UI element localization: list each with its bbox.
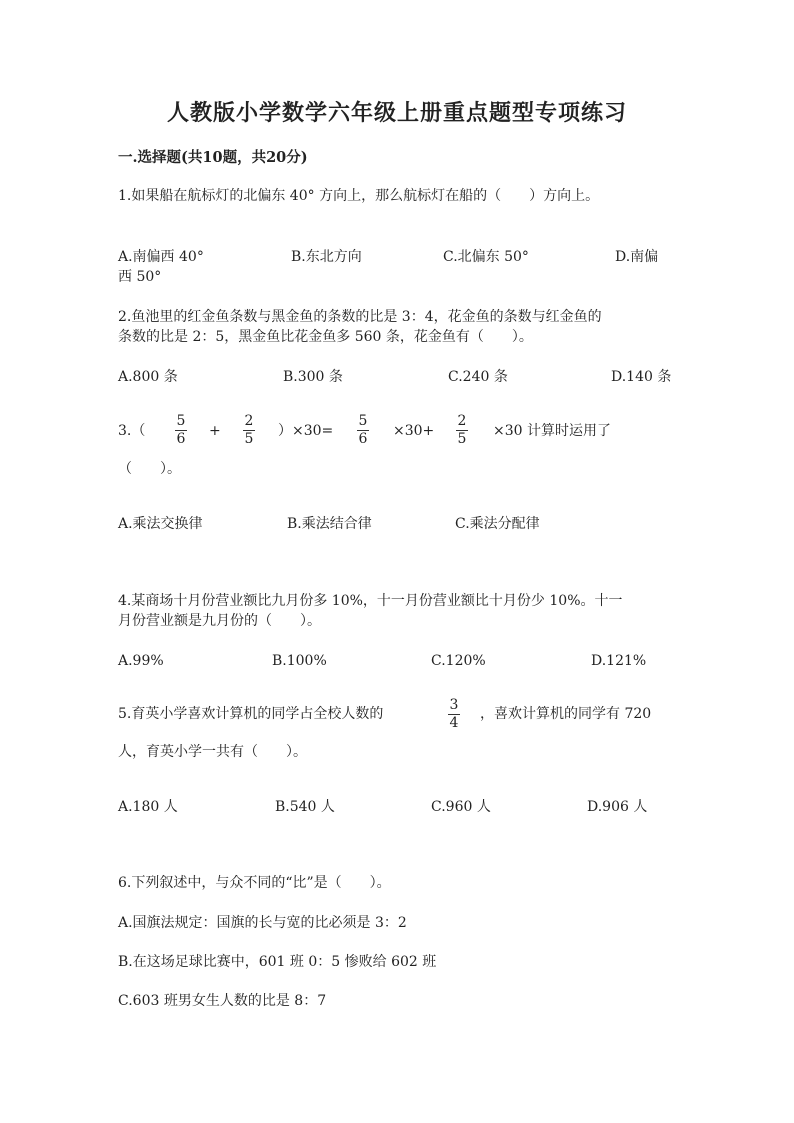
q3-fraction-2 [243,414,255,447]
q2-stem-line2: 条数的比是 2：5，黑金鱼比花金鱼多 560 条，花金鱼有（ ）。 [118,329,533,345]
q5-fraction-denominator: 4 [449,715,459,731]
q4-option-b: B.100% [272,653,327,669]
q3-times-plus: ×30+ [393,423,435,439]
q5-option-d: D.906 人 [587,799,648,815]
section-heading: 一.选择题(共10题，共20分) [118,149,308,166]
q6-stem: 6.下列叙述中，与众不同的“比”是（ ）。 [118,875,391,891]
q5-option-a: A.180 人 [118,799,178,815]
page-title: 人教版小学数学六年级上册重点题型专项练习 [166,100,627,126]
q5-stem-line2: 人，育英小学一共有（ ）。 [118,744,307,760]
q5-option-c: C.960 人 [431,799,491,815]
q4-option-a: A.99% [118,653,164,669]
q3-fraction-1 [175,414,187,447]
q6-option-b: B.在这场足球比赛中，601 班 0：5 惨败给 602 班 [118,954,437,970]
q2-option-d: D.140 条 [611,369,672,385]
q1-stem: 1.如果船在航标灯的北偏东 40° 方向上，那么航标灯在船的（ ）方向上。 [118,188,600,204]
q3-fraction-3 [357,414,369,447]
q4-option-c: C.120% [431,653,486,669]
q3-option-c: C.乘法分配律 [455,516,540,532]
q3-fraction-4-denominator: 5 [457,431,467,447]
q3-plus-sign: + [209,423,221,439]
q2-option-a: A.800 条 [118,369,178,385]
q3-fraction-2-denominator: 5 [244,431,254,447]
q3-prefix: 3.（ [118,423,146,439]
q4-stem-line2: 月份营业额是九月份的（ ）。 [118,613,321,629]
q3-fraction-1-denominator: 6 [176,431,186,447]
q3-suffix: ×30 计算时运用了 [493,423,611,439]
q3-fraction-4 [456,414,468,447]
q2-stem-line1: 2.鱼池里的红金鱼条数与黑金鱼的条数的比是 3：4，花金鱼的条数与红金鱼的 [118,309,602,325]
q2-option-b: B.300 条 [283,369,343,385]
q3-fraction-2-numerator: 2 [244,413,254,429]
q5-option-b: B.540 人 [275,799,335,815]
q3-fraction-4-numerator: 2 [457,413,467,429]
q5-fraction-numerator: 3 [449,697,459,713]
q3-fraction-3-denominator: 6 [358,431,368,447]
q4-stem-line1: 4.某商场十月份营业额比九月份多 10%，十一月份营业额比十月份少 10%。十一 [118,593,623,609]
q1-option-d-continued: 西 50° [118,269,162,285]
q5-stem-prefix: 5.育英小学喜欢计算机的同学占全校人数的 [118,706,384,722]
q1-option-d: D.南偏 [615,249,659,265]
q1-option-b: B.东北方向 [291,249,362,265]
q3-fraction-3-numerator: 5 [358,413,368,429]
q3-option-a: A.乘法交换律 [118,516,203,532]
q2-option-c: C.240 条 [448,369,508,385]
q1-option-a: A.南偏西 40° [118,249,204,265]
q3-blank: （ ）。 [118,461,181,477]
q3-option-b: B.乘法结合律 [287,516,372,532]
q5-fraction [448,698,460,731]
q6-option-a: A.国旗法规定：国旗的长与宽的比必须是 3：2 [118,915,407,931]
q3-times-equals: ）×30= [278,423,334,439]
q1-option-c: C.北偏东 50° [443,249,529,265]
q4-option-d: D.121% [591,653,647,669]
q6-option-c: C.603 班男女生人数的比是 8：7 [118,993,327,1009]
q3-fraction-1-numerator: 5 [176,413,186,429]
q5-stem-suffix: ，喜欢计算机的同学有 720 [480,706,652,722]
